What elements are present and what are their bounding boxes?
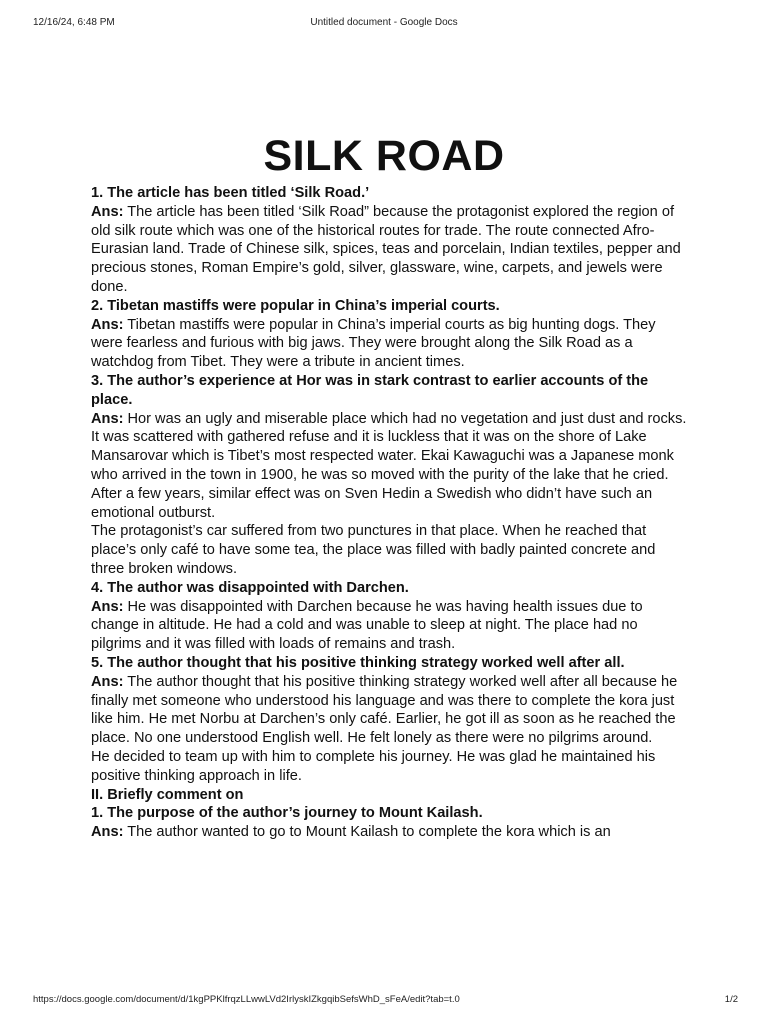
question-5: 5. The author thought that his positive thinking strategy worked well after all. xyxy=(91,654,625,671)
answer-1 xyxy=(91,203,691,297)
paragraph-continuation: The protagonist’s car suffered from two punctures in that place. When he reached that place’s only café to have some tea, the place was filled with badly painted concrete and three broken windows. xyxy=(91,523,656,577)
page-number: 1/2 xyxy=(724,994,738,1005)
answer-label: Ans: xyxy=(91,410,124,427)
answer-ii-1 xyxy=(91,823,691,842)
answer-5 xyxy=(91,673,691,748)
print-document-title: Untitled document - Google Docs xyxy=(310,17,458,28)
paragraph-continuation: He decided to team up with him to complete his journey. He was glad he maintained his positive thinking approach in life. xyxy=(91,748,656,784)
answer-label: Ans: xyxy=(91,316,124,333)
answer-text: The author thought that his positive thinking strategy worked well after all because he finally met someone who understood his language and was there to complete the kora just like him. He met Norbu at Darchen’s only café. Earlier, he got ill as soon as he reached the place. No one understood English well. He felt lonely as there were no pilgrims around. xyxy=(91,673,678,747)
question-4: 4. The author was disappointed with Darchen. xyxy=(91,579,409,596)
answer-label: Ans: xyxy=(91,824,124,841)
answer-3 xyxy=(91,410,691,523)
answer-4 xyxy=(91,598,691,654)
print-header xyxy=(0,17,768,33)
question-ii-1: 1. The purpose of the author’s journey to Mount Kailash. xyxy=(91,805,483,822)
answer-text: He was disappointed with Darchen because he was having health issues due to change in altitude. He had a cold and was unable to sleep at night. The place had no pilgrims and it was filled with loads of remains and trash. xyxy=(91,598,643,653)
document-body xyxy=(91,184,691,842)
document-heading: SILK ROAD xyxy=(263,132,505,180)
answer-text: The article has been titled ‘Silk Road” because the protagonist explored the region of old silk route which was one of the historical routes for trade. The route connected Afro-Eurasian land. Trade of Chinese silk, spices, teas and porcelain, Indian textiles, pepper and precious stones, Roman Empire’s gold, silver, glassware, wine, carpets, and jewels were done. xyxy=(91,203,681,295)
question-2: 2. Tibetan mastiffs were popular in China’s imperial courts. xyxy=(91,297,500,314)
answer-text: Hor was an ugly and miserable place which had no vegetation and just dust and rocks. It was scattered with gathered refuse and it is luckless that it was on the shore of Lake Mansarovar which is Tibet’s most respected water. Ekai Kawaguchi was a Japanese monk who arrived in the town in 1900, he was so moved with the purity of the lake that he cried. After a few years, similar effect was on Sven Hedin a Swedish who didn’t have such an emotional outburst. xyxy=(91,410,687,521)
answer-text: The author wanted to go to Mount Kailash to complete the kora which is an xyxy=(123,824,611,841)
question-3: 3. The author’s experience at Hor was in stark contrast to earlier accounts of the place. xyxy=(91,372,649,408)
print-datetime: 12/16/24, 6:48 PM xyxy=(33,17,115,28)
answer-label: Ans: xyxy=(91,598,124,615)
print-footer xyxy=(0,994,768,1010)
section-heading: II. Briefly comment on xyxy=(91,786,244,803)
answer-text: Tibetan mastiffs were popular in China’s imperial courts as big hunting dogs. They were fearless and furious with big jaws. They were brought along the Silk Road as a watchdog from Tibet. They were a tribute in ancient times. xyxy=(91,316,656,371)
question-1: 1. The article has been titled ‘Silk Road.’ xyxy=(91,185,370,201)
print-url: https://docs.google.com/document/d/1kgPPKlfrqzLLwwLVd2IrlyskIZkgqibSefsWhD_sFeA/edit?tab=t.0 xyxy=(33,994,460,1005)
answer-label: Ans: xyxy=(91,673,124,690)
answer-2 xyxy=(91,316,691,372)
answer-label: Ans: xyxy=(91,203,124,220)
